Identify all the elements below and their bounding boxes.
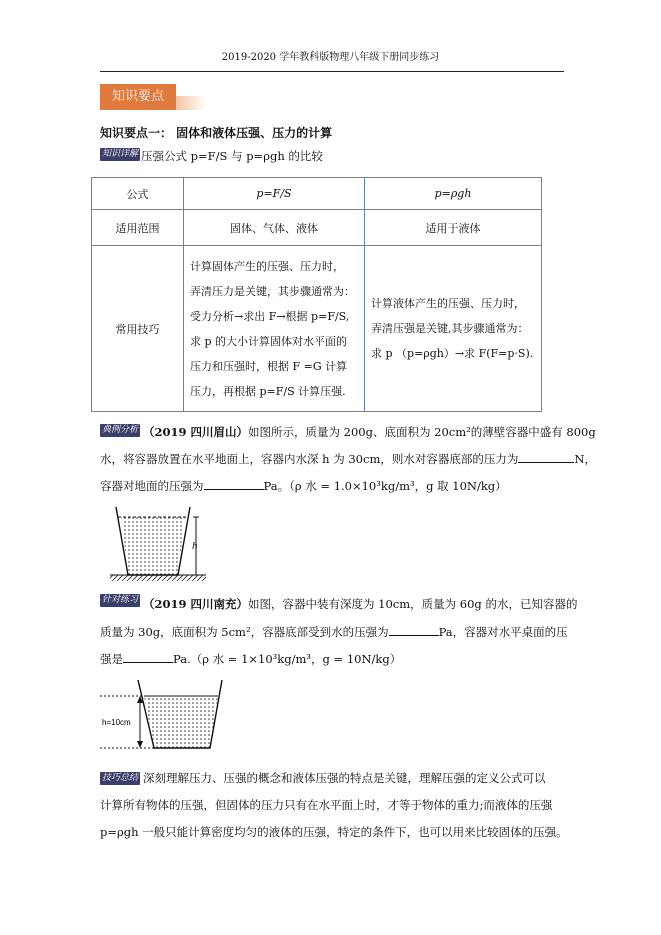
example-text: 水，将容器放置在水平地面上，容器内水深 h 为 30cm，则水对容器底部的压力为 [100,452,519,466]
table-row [92,246,542,412]
section-heading: 知识要点一： 固体和液体压强、压力的计算 [100,126,333,140]
comparison-table [91,177,542,412]
tips-a-line: 受力分析→求出 F→根据 p=F/S, [190,309,350,323]
tag-detail: 知识详解 [101,149,138,159]
answer-blank[interactable] [518,450,574,463]
tips-a-line: 求 p 的大小计算固体对水平面的 [190,334,348,348]
table-cell-tips-b [365,246,542,412]
practice-line-2 [100,620,568,645]
header-divider [100,71,564,72]
page-header: 2019-2020 学年教科版物理八年级下册同步练习 [221,52,440,63]
tips-a-line: 压力和压强时，根据 F =G 计算 [190,359,348,373]
table-cell-scope-a: 固体、气体、液体 [184,210,365,246]
summary-line-1: 深刻理解压力、压强的概念和液体压强的特点是关键，理解压强的定义公式可以 [143,771,546,785]
table-row [92,178,542,210]
tag-practice: 针对练习 [101,595,138,605]
practice-source: （2019 四川南充） [143,597,249,611]
section-badge: 知识要点 [100,84,176,110]
section-badge-tail [176,96,206,110]
table-row [92,210,542,246]
figure-label-h: h [192,540,198,552]
tips-b-line: 弄清压强是关键,其步骤通常为： [371,322,529,335]
example-line-1 [143,420,596,445]
practice-text: Pa，容器对水平桌面的压 [438,625,568,639]
tips-a-line: 压力，再根据 p=F/S 计算压强. [190,384,346,398]
figure-label-h10: h=10cm [102,718,131,727]
summary-line-2: 计算所有物体的压强，但固体的压力只有在水平面上时，才等于物体的重力;而液体的压强 [100,798,553,812]
container-figure-example [108,505,218,585]
example-text: 容器对地面的压强为 [100,479,204,493]
example-text: N， [574,452,596,466]
summary-line-3: p=ρgh 一般只能计算密度均匀的液体的压强，特定的条件下，也可以用来比较固体的压强。 [100,825,568,839]
tips-b-line: 计算液体产生的压强、压力时， [371,297,525,310]
tag-example: 典例分析 [101,425,138,435]
practice-text: 质量为 30g，底面积为 5cm²，容器底部受到水的压强为 [100,625,389,639]
tips-a-line: 计算固体产生的压强、压力时， [190,259,344,273]
table-caption: 压强公式 p=F/S 与 p=ρgh 的比较 [141,149,323,163]
answer-blank[interactable] [389,623,439,636]
example-source: （2019 四川眉山） [143,425,249,439]
practice-line-1 [143,592,577,617]
practice-text: 强是 [100,652,123,666]
answer-blank[interactable] [204,477,264,490]
table-cell-label: 公式 [92,178,184,210]
table-cell-formula-a: p=F/S [184,178,365,210]
tips-b-line: 求 p （p=ρgh）→求 F(F=p·S). [371,347,534,360]
answer-blank[interactable] [123,650,173,663]
container-figure-practice [100,678,230,758]
example-line-3 [100,474,507,499]
practice-line-3 [100,647,401,672]
table-cell-formula-b: p=ρgh [365,178,542,210]
table-cell-tips-a [184,246,365,412]
example-line-2 [100,447,596,472]
table-cell-label: 常用技巧 [92,246,184,412]
example-text: 如图所示，质量为 200g、底面积为 20cm²的薄壁容器中盛有 800g [248,425,596,439]
table-cell-scope-b: 适用于液体 [365,210,542,246]
practice-text: Pa.（ρ 水 = 1×10³kg/m³，g = 10N/kg） [173,652,402,666]
practice-text: 如图，容器中装有深度为 10cm，质量为 60g 的水，已知容器的 [248,597,578,611]
example-text: Pa。（ρ 水 = 1.0×10³kg/m³，g 取 10N/kg） [263,479,507,493]
tag-summary: 技巧总结 [101,773,138,783]
tips-a-line: 弄清压力是关键，其步骤通常为： [190,284,355,298]
table-cell-label: 适用范围 [92,210,184,246]
